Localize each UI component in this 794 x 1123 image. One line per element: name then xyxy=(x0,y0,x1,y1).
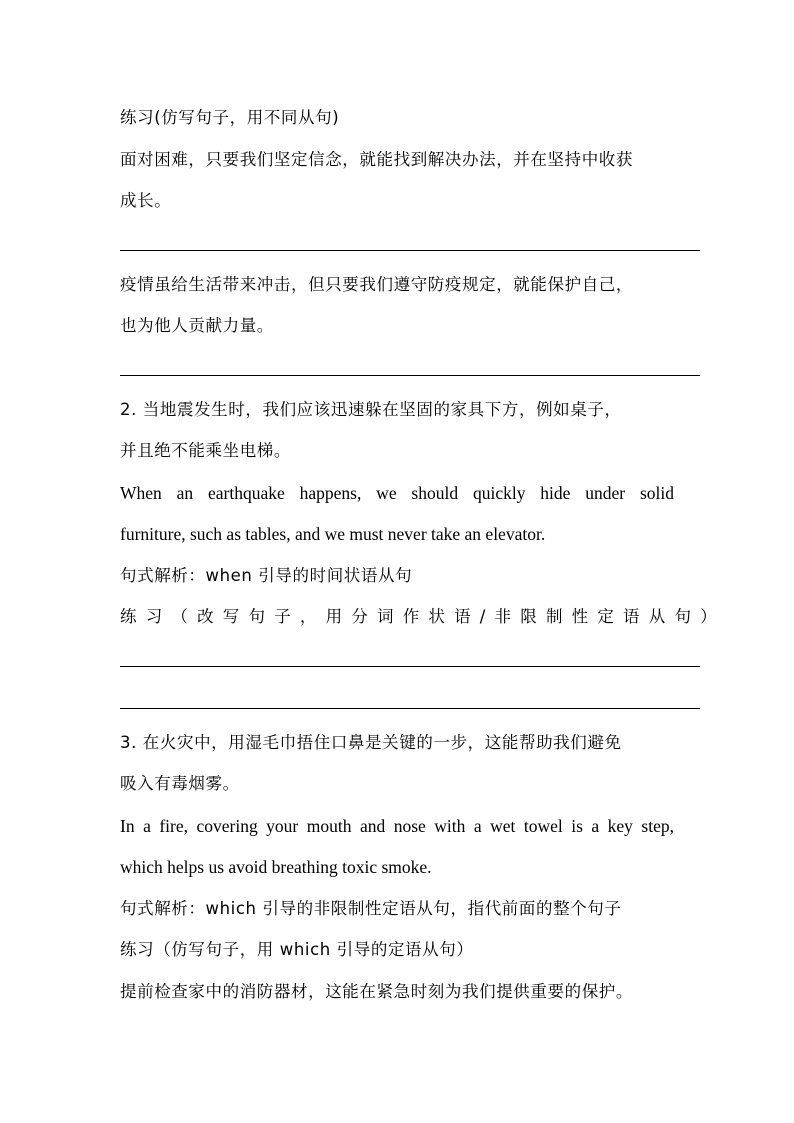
answer-line xyxy=(120,250,700,251)
item-3-chinese-line-2: 吸入有毒烟雾。 xyxy=(120,774,240,793)
exercise-sentence-2-line-1: 疫情虽给生活带来冲击，但只要我们遵守防疫规定，就能保护自己， xyxy=(120,275,633,294)
exercise-sentence-1-line-1: 面对困难，只要我们坚定信念，就能找到解决办法，并在坚持中收获 xyxy=(120,150,633,169)
exercise-instruction-1: 练习(仿写句子，用不同从句) xyxy=(120,108,340,127)
answer-line xyxy=(120,375,700,376)
item-2-english-line-1: When an earthquake happens, we should quickly hide under solid xyxy=(120,483,674,503)
item-2-chinese-line-2: 并且绝不能乘坐电梯。 xyxy=(120,441,291,460)
item-3-english-line-2: which helps us avoid breathing toxic smoke. xyxy=(120,857,432,877)
item-2-exercise-instruction: 练习（改写句子，用分词作状语/非限制性定语从句） xyxy=(120,607,726,626)
item-3-exercise-sentence: 提前检查家中的消防器材，这能在紧急时刻为我们提供重要的保护。 xyxy=(120,982,633,1001)
exercise-sentence-1-line-2: 成长。 xyxy=(120,191,172,210)
item-2-analysis: 句式解析：when 引导的时间状语从句 xyxy=(120,566,413,585)
item-3-exercise-instruction: 练习（仿写句子，用 which 引导的定语从句） xyxy=(120,940,474,959)
answer-line xyxy=(120,708,700,709)
exercise-sentence-2-line-2: 也为他人贡献力量。 xyxy=(120,316,274,335)
item-2-chinese-line-1: 2. 当地震发生时，我们应该迅速躲在坚固的家具下方，例如桌子， xyxy=(120,400,622,419)
item-2-english-line-2: furniture, such as tables, and we must never take an elevator. xyxy=(120,524,546,544)
answer-line xyxy=(120,666,700,667)
item-3-analysis: 句式解析：which 引导的非限制性定语从句，指代前面的整个句子 xyxy=(120,899,622,918)
item-3-chinese-line-1: 3. 在火灾中，用湿毛巾捂住口鼻是关键的一步，这能帮助我们避免 xyxy=(120,733,622,752)
item-3-english-line-1: In a fire, covering your mouth and nose with a wet towel is a key step, xyxy=(120,816,674,836)
